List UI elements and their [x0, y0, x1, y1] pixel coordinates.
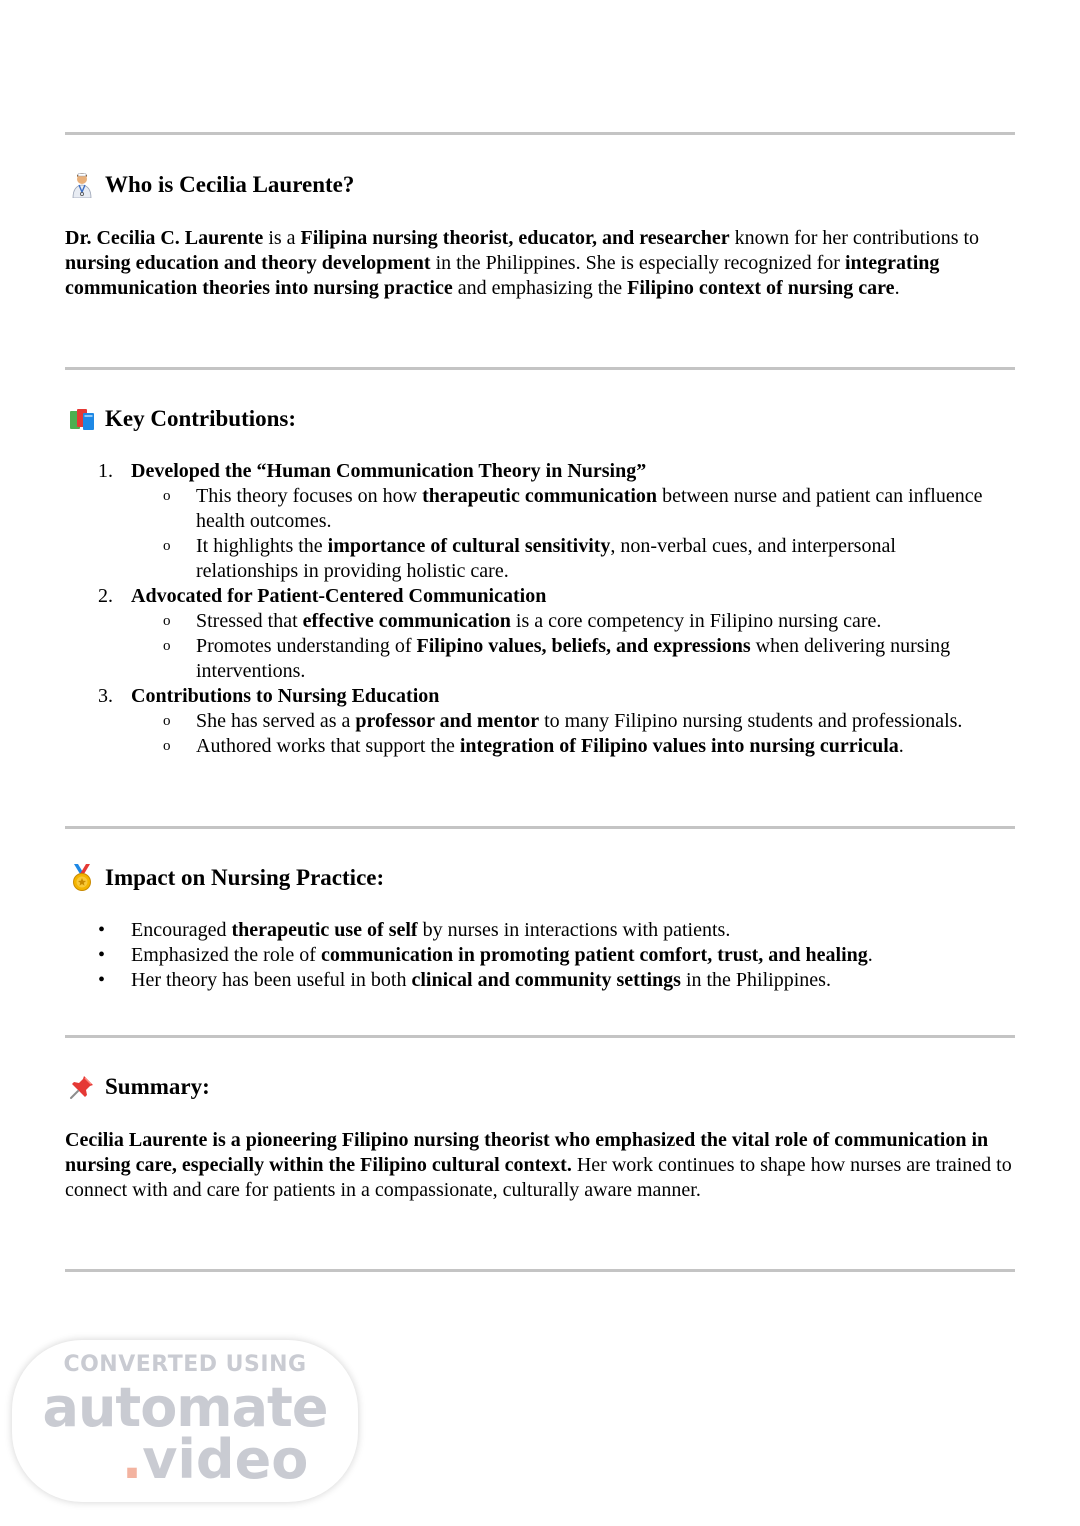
list-item-title: Advocated for Patient-Centered Communication — [131, 585, 547, 607]
text-run: , non-verbal cues, and interpersonal relationships in providing holistic care. — [196, 535, 896, 582]
divider — [65, 1035, 1015, 1038]
text-run: effective communication — [302, 610, 511, 632]
text-run: importance of cultural sensitivity — [327, 535, 611, 557]
sub-list-item — [65, 609, 1015, 634]
converter-watermark-logo — [12, 1340, 358, 1502]
circle-bullet-icon: o — [163, 613, 171, 629]
text-run: It highlights the — [196, 535, 328, 557]
text-run: between nurse and patient can influence health outcomes. — [196, 485, 983, 532]
text-run: integration of Filipino values into nursing curricula — [459, 735, 899, 757]
divider — [65, 367, 1015, 370]
text-run: is a core competency in Filipino nursing care. — [510, 610, 882, 632]
text-run: therapeutic communication — [422, 485, 658, 507]
section-heading-impact — [68, 863, 384, 893]
books-icon — [68, 405, 96, 433]
summary-paragraph — [65, 1128, 1015, 1203]
divider — [65, 132, 1015, 135]
medal-icon — [68, 864, 96, 892]
section-heading-who — [68, 170, 354, 200]
list-item — [65, 918, 1015, 943]
bullet-icon: • — [98, 944, 106, 966]
text-run: is a — [263, 227, 301, 249]
list-item-title: Contributions to Nursing Education — [131, 685, 440, 707]
text-run: Filipina nursing theorist, educator, and researcher — [300, 227, 730, 249]
list-number: 2. — [98, 585, 113, 607]
text-run: and emphasizing the — [452, 277, 628, 299]
circle-bullet-icon: o — [163, 738, 171, 754]
section-title-contributions: Key Contributions: — [105, 406, 297, 431]
list-item — [65, 943, 1015, 968]
bullet-icon: • — [98, 919, 106, 941]
list-item — [65, 459, 1015, 484]
list-item — [65, 684, 1015, 709]
watermark-dot: . — [121, 1428, 143, 1491]
list-number: 1. — [98, 460, 113, 482]
circle-bullet-icon: o — [163, 713, 171, 729]
circle-bullet-icon: o — [163, 638, 171, 654]
list-number: 3. — [98, 685, 113, 707]
text-run: She has served as a — [196, 710, 356, 732]
text-run: Filipino values, beliefs, and expressions — [416, 635, 751, 657]
text-run: to many Filipino nursing students and professionals. — [539, 710, 963, 732]
text-run: therapeutic use of self — [231, 919, 418, 941]
list-item — [65, 968, 1015, 993]
text-run: . — [867, 944, 873, 966]
section-title-who: Who is Cecilia Laurente? — [105, 172, 355, 197]
text-run: Promotes understanding of — [196, 635, 417, 657]
text-run: nursing education and theory development — [65, 252, 431, 274]
sub-list-item — [65, 534, 1015, 584]
text-run: by nurses in interactions with patients. — [417, 919, 731, 941]
sub-list-item — [65, 484, 1015, 534]
text-run: Filipino context of nursing care — [627, 277, 895, 299]
list-item-title: Developed the “Human Communication Theory in Nursing” — [131, 460, 647, 482]
watermark-line-1: CONVERTED USING — [63, 1352, 307, 1377]
text-run: Authored works that support the — [196, 735, 460, 757]
watermark-word: video — [142, 1428, 309, 1491]
divider — [65, 1269, 1015, 1272]
text-run: integrating communication theories into nursing practice — [65, 252, 940, 299]
sub-list-item — [65, 709, 1015, 734]
divider — [65, 826, 1015, 829]
text-run: . — [898, 735, 904, 757]
section-heading-contributions — [68, 404, 296, 434]
text-run: Her theory has been useful in both — [131, 969, 412, 991]
text-run: Cecilia Laurente is a pioneering Filipino nursing theorist who emphasized the vital role of communication in nursing care, especially within the Filipino cultural context. — [65, 1129, 989, 1176]
circle-bullet-icon: o — [163, 488, 171, 504]
watermark-line-3 — [12, 1430, 358, 1490]
list-item — [65, 584, 1015, 609]
text-run: communication in promoting patient comfort, trust, and healing — [320, 944, 868, 966]
text-run: Encouraged — [131, 919, 232, 941]
who-paragraph — [65, 226, 1015, 301]
contributions-list — [65, 459, 1015, 759]
section-heading-summary — [68, 1072, 210, 1102]
text-run: Dr. Cecilia C. Laurente — [65, 227, 264, 249]
text-run: in the Philippines. She is especially recognized for — [430, 252, 845, 274]
text-run: This theory focuses on how — [196, 485, 423, 507]
sub-list-item — [65, 734, 1015, 759]
text-run: known for her contributions to — [729, 227, 980, 249]
text-run: clinical and community settings — [411, 969, 681, 991]
pushpin-icon — [68, 1073, 96, 1101]
text-run: Stressed that — [196, 610, 303, 632]
text-run: professor and mentor — [355, 710, 540, 732]
text-run: in the Philippines. — [680, 969, 831, 991]
circle-bullet-icon: o — [163, 538, 171, 554]
impact-list — [65, 918, 1015, 993]
sub-list-item — [65, 634, 1015, 684]
text-run: Her work continues to shape how nurses are trained to connect with and care for patients in a compassionate, culturally aware manner. — [65, 1154, 1012, 1201]
text-run: Emphasized the role of — [131, 944, 321, 966]
bullet-icon: • — [98, 969, 106, 991]
section-title-impact: Impact on Nursing Practice: — [105, 865, 385, 890]
text-run: . — [894, 277, 900, 299]
text-run: when delivering nursing interventions. — [196, 635, 951, 682]
section-title-summary: Summary: — [105, 1074, 210, 1099]
nurse-icon — [68, 171, 96, 199]
watermark-line-2: automate — [42, 1376, 328, 1439]
